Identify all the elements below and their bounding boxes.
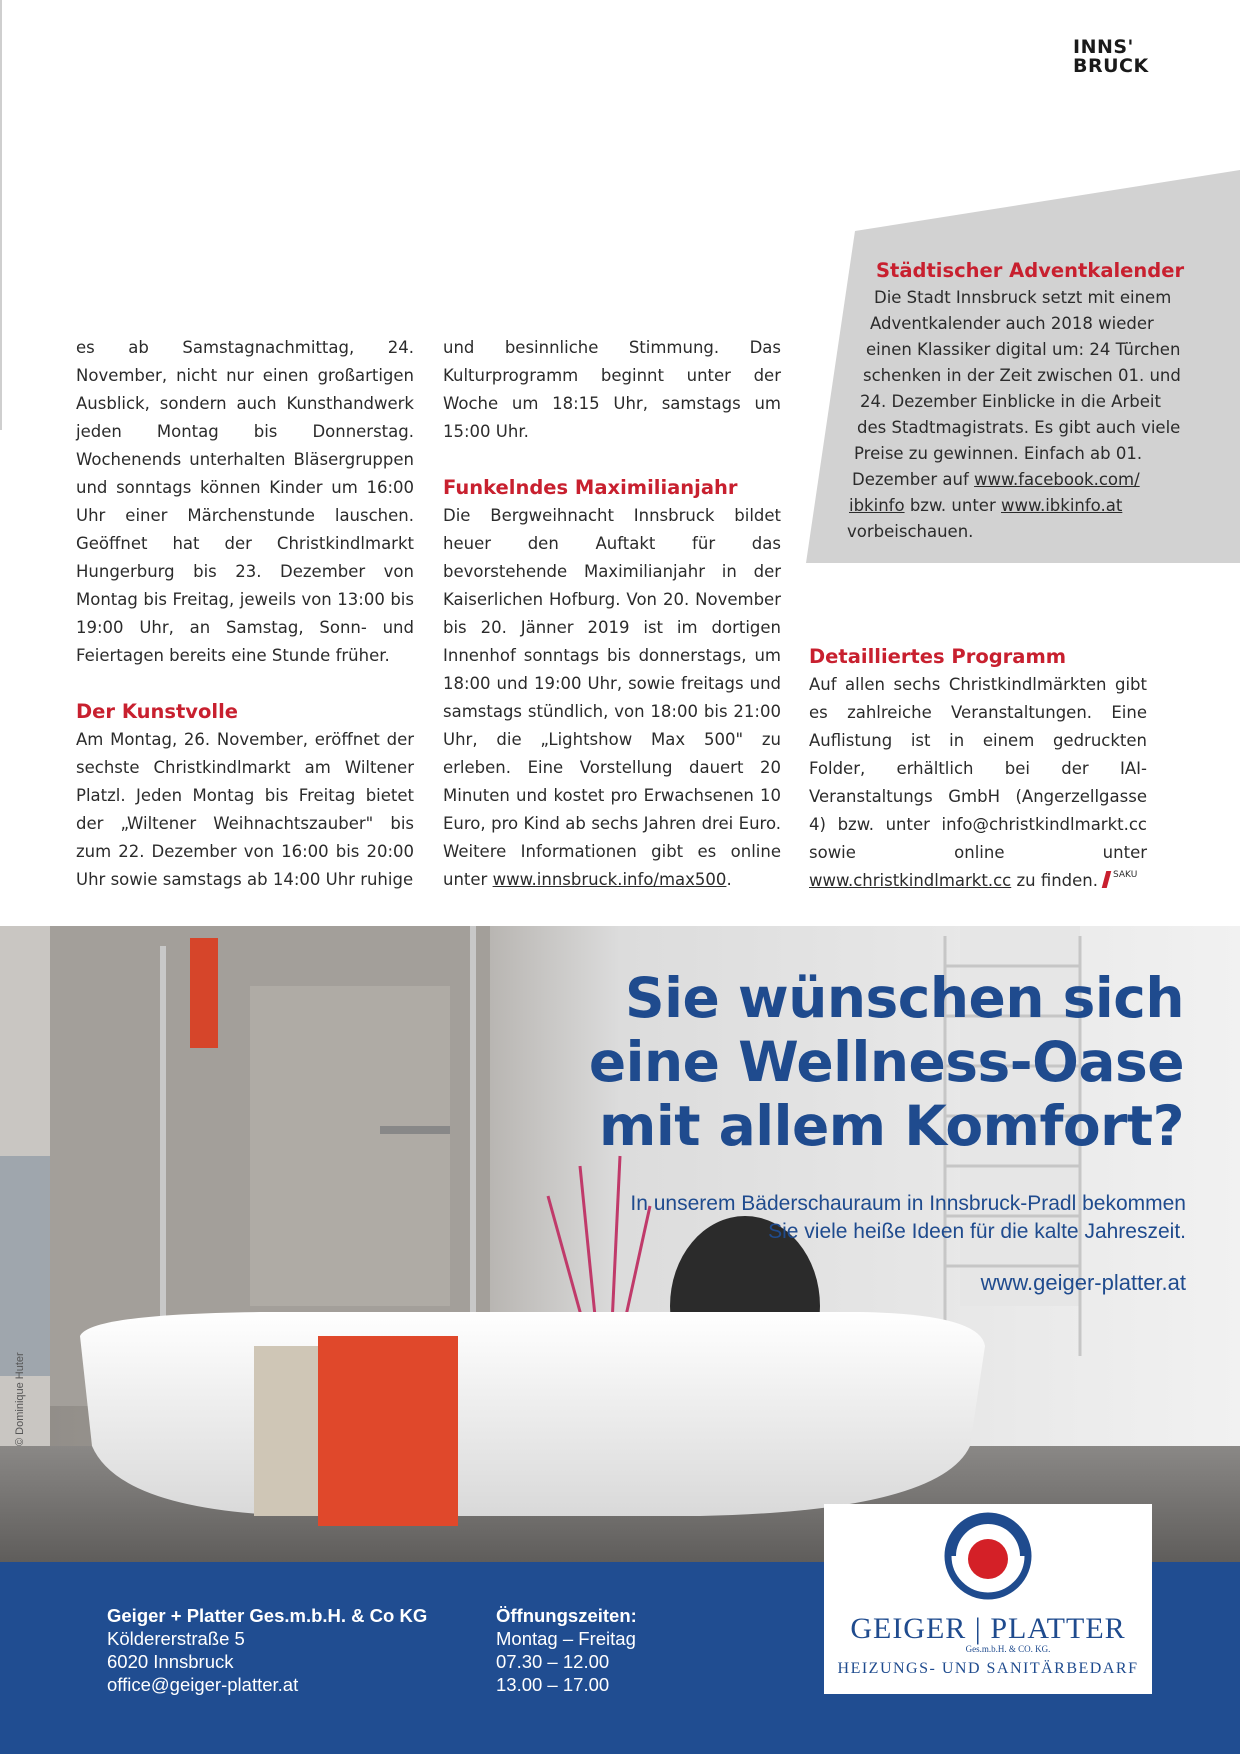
column-2-paragraph-2: Die Bergweihnacht Innsbruck bildet heuer den Auftakt für das bevorstehende Maximilianjahr in der Kaiserlichen Hofburg. Von 20. November bis 20. Jänner 2019 ist im dortigen Innenhof sonntags bis donnerstags, um 18:00 und 19:00 Uhr, sowie freitags und samstags stündlich, von 18:00 bis 21:00 Uhr, die „Lightshow Max 500" zu erleben. Eine Vorstellung dauert 20 Minuten und kostet pro Erwachsenen 10 Euro, pro Kind ab sechs Jahren drei Euro. Weitere Informationen gibt es online unter www.innsbruck.info/max500. (443, 506, 781, 889)
hours-morning: 07.30 – 12.00 (496, 1651, 610, 1672)
column-2-paragraph: und besinnliche Stimmung. Das Kulturprogramm beginnt unter der Woche um 18:15 Uhr, samstags um 15:00 Uhr. (443, 338, 781, 441)
hours-days: Montag – Freitag (496, 1628, 636, 1649)
advent-line: des Stadtmagistrats. Es gibt auch viele (857, 418, 1181, 437)
company-address (107, 1604, 427, 1696)
column-1-paragraph-2: Am Montag, 26. November, eröffnet der sechste Christkindlmarkt am Wiltener Platzl. Jeden Montag bis Freitag bietet der „Wiltener Weihnachtszauber" bis zum 22. Dezember von 16:00 bis 20:00 Uhr sowie samstags ab 14:00 Uhr ruhige (76, 730, 414, 889)
facebook-link[interactable]: www.facebook.com/ (974, 470, 1140, 489)
logo-line-1: INNS' (1073, 36, 1134, 58)
company-name: Geiger + Platter Ges.m.b.H. & Co KG (107, 1605, 428, 1626)
column-1-paragraph: es ab Samstagnachmittag, 24. November, nicht nur einen großartigen Ausblick, sondern auch Kunsthandwerk jeden Montag bis Donnerstag. Wochenends unterhalten Bläsergruppen und sonntags können Kinder um 16:00 Uhr einer Märchenstunde lauschen. Geöffnet hat der Christkindlmarkt Hungerburg bis 23. Dezember von Montag bis Freitag, jeweils von 13:00 bis 19:00 Uhr, an Samstag, Sonn- und Feiertagen bereits eine Stunde früher. (76, 338, 414, 665)
heading-programm: Detailliertes Programm (809, 645, 1067, 668)
advent-box: Städtischer Adventkalender Die Stadt Innsbruck setzt mit einem Adventkalender auch 2018 wieder einen Klassiker digital um: 24 Türchen schenken in der Zeit zwischen 01. und 24. Dezember Einblicke in die Arbeit des Stadtmagistrats. Es gibt auch viele Preise zu gewinnen. Einfach ab 01. Dezember auf www.facebook.com/ ibkinfo bzw. unter www.ibkinfo.at vorbeischauen. (846, 257, 1186, 545)
ad-url-link[interactable]: www.geiger-platter.at (980, 1270, 1186, 1295)
max500-link[interactable]: www.innsbruck.info/max500 (492, 870, 727, 889)
article-column-3 (809, 643, 1147, 895)
author-tag: SAKU (1113, 870, 1138, 880)
logo-company-name: GEIGER | PLATTER (850, 1612, 1126, 1645)
geiger-platter-logo (824, 1504, 1152, 1694)
advent-line: einen Klassiker digital um: 24 Türchen (866, 340, 1181, 359)
city: 6020 Innsbruck (107, 1651, 234, 1672)
article-column-1 (76, 334, 414, 894)
subtext-line-1: In unserem Bäderschauraum in Innsbruck-Pradl bekommen (630, 1192, 1186, 1215)
ad-headline (484, 966, 1184, 1158)
end-mark-icon (1102, 871, 1112, 888)
hours-afternoon: 13.00 – 17.00 (496, 1674, 610, 1695)
heading-maximilianjahr: Funkelndes Maximilianjahr (443, 476, 738, 499)
heading-der-kunstvolle: Der Kunstvolle (76, 700, 238, 723)
advent-line: Dezember auf (852, 470, 969, 489)
opening-hours (496, 1604, 637, 1696)
facebook-link-cont[interactable]: ibkinfo (849, 496, 905, 515)
ibkinfo-link[interactable]: www.ibkinfo.at (1001, 496, 1123, 515)
logo-line-2: BRUCK (1073, 55, 1149, 77)
logo-tagline: HEIZUNGS- UND SANITÄRBEDARF (837, 1660, 1139, 1677)
headline-line-1: Sie wünschen sich (625, 966, 1184, 1030)
email-link[interactable]: office@geiger-platter.at (107, 1674, 299, 1695)
logo-emblem-icon (824, 1504, 1152, 1614)
advent-line: Die Stadt Innsbruck setzt mit einem (874, 288, 1172, 307)
advent-line: vorbeischauen. (847, 522, 974, 541)
logo-legal-form: Ges.m.b.H. & CO. KG. (965, 1644, 1051, 1654)
advertisement (0, 926, 1240, 1754)
heading-adventkalender: Städtischer Adventkalender (876, 259, 1185, 282)
advent-line: schenken in der Zeit zwischen 01. und (863, 366, 1181, 385)
headline-line-3: mit allem Komfort? (599, 1094, 1184, 1158)
christkindlmarkt-link[interactable]: www.christkindlmarkt.cc (809, 871, 1012, 890)
column-3-paragraph: Auf allen sechs Christkindlmärkten gibt es zahlreiche Veranstaltungen. Eine Auflistung ist in einem gedruckten Folder, erhältlich bei der IAI-Veranstaltungs GmbH (Angerzellgasse 4) bzw. unter info@christkindlmarkt.cc sowie online unter www.christkindlmarkt.cc zu finden. $^{SAKU}$ (809, 675, 1147, 890)
headline-line-2: eine Wellness-Oase (588, 1030, 1184, 1094)
advent-line: 24. Dezember Einblicke in die Arbeit (860, 392, 1161, 411)
ad-subtext (446, 1190, 1186, 1246)
photo-credit: © Dominique Huter (14, 1352, 26, 1446)
advent-line: Preise zu gewinnen. Einfach ab 01. (854, 444, 1143, 463)
article-column-2 (443, 334, 781, 894)
hours-title: Öffnungszeiten: (496, 1605, 637, 1626)
subtext-line-2: Sie viele heiße Ideen für die kalte Jahreszeit. (768, 1220, 1186, 1243)
advent-line: Adventkalender auch 2018 wieder (870, 314, 1154, 333)
street: Köldererstraße 5 (107, 1628, 245, 1649)
